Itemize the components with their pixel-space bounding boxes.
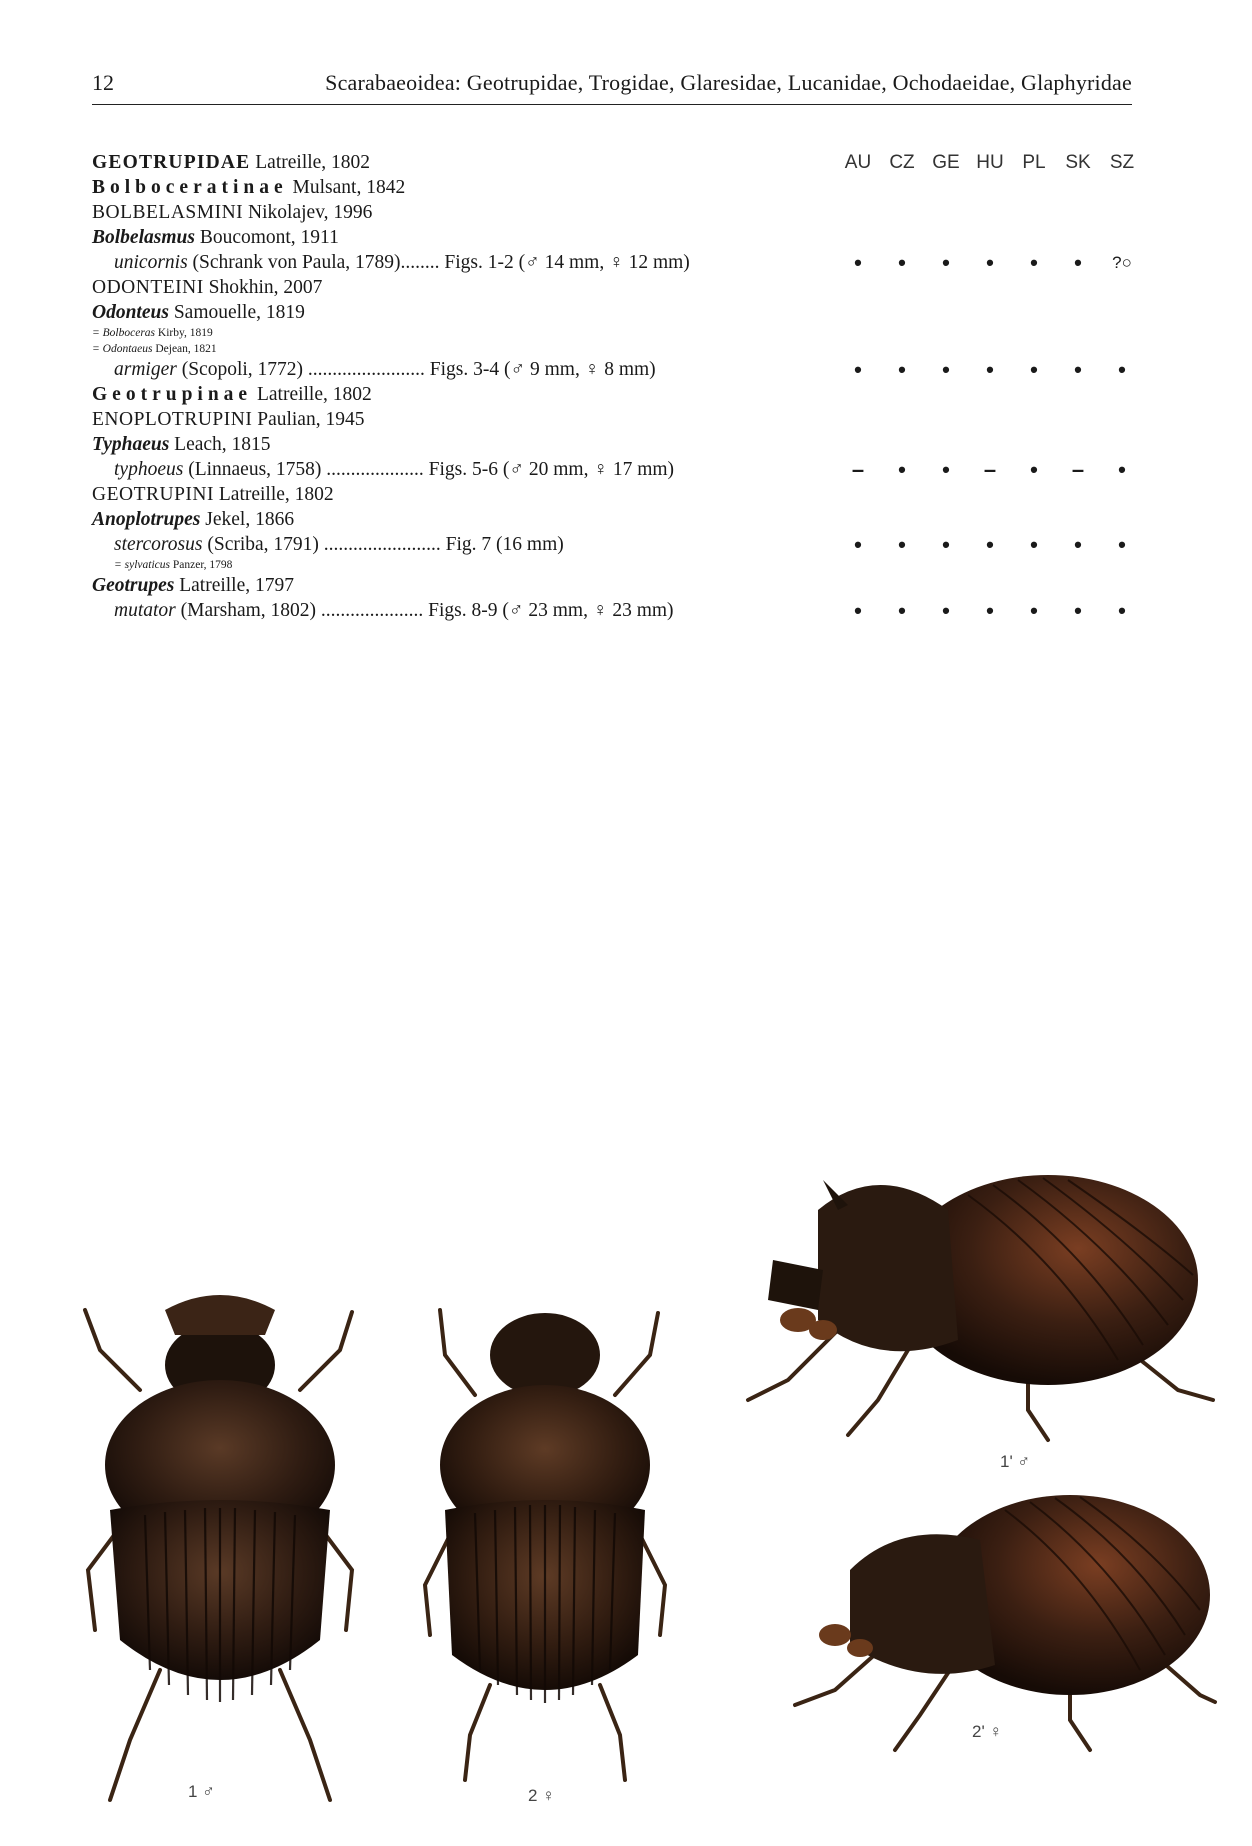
column-header: AU [844, 152, 872, 173]
genus-row [92, 225, 1137, 250]
distribution-mark: • [854, 532, 862, 557]
tribe-author: Latreille, 1802 [218, 484, 334, 505]
synonym-name: = Bolboceras [92, 327, 156, 339]
tribe-author: Nikolajev, 1996 [248, 202, 373, 223]
running-title: Scarabaeoidea: Geotrupidae, Trogidae, Glaresidae, Lucanidae, Ochodaeidae, Glaphyridae [325, 70, 1132, 95]
taxa-list [92, 150, 1137, 623]
tribe-row [92, 407, 1137, 432]
synonym-name: = Odontaeus [92, 343, 153, 355]
figure-label-1-prime: 1' ♂ [1000, 1452, 1031, 1471]
distribution-mark: • [854, 598, 862, 623]
distribution-cells [838, 457, 1138, 482]
distribution-mark: • [942, 532, 950, 557]
dot-leader: ..................... [320, 600, 424, 621]
genus-author: Leach, 1815 [174, 434, 271, 455]
distribution-mark: • [986, 532, 994, 557]
column-header: HU [976, 152, 1004, 173]
synonym-author: Dejean, 1821 [155, 343, 217, 355]
species-row [92, 598, 1137, 623]
genus-name: Anoplotrupes [92, 509, 201, 530]
genus-name: Bolbelasmus [92, 227, 195, 248]
distribution-mark: • [986, 598, 994, 623]
distribution-mark: • [898, 598, 906, 623]
species-author: (Marsham, 1802) [180, 600, 317, 621]
distribution-mark: ?○ [1112, 253, 1132, 272]
distribution-mark: • [898, 357, 906, 382]
subfamily-name: Bolboceratinae [92, 177, 288, 198]
dot-leader: ........................ [307, 359, 425, 380]
column-header: SK [1065, 152, 1091, 173]
species-name: typhoeus [114, 459, 184, 480]
genus-author: Samouelle, 1819 [173, 302, 305, 323]
species-name: mutator [114, 600, 176, 621]
genus-name: Typhaeus [92, 434, 170, 455]
distribution-mark: • [1030, 598, 1038, 623]
column-header: PL [1022, 152, 1046, 173]
species-author: (Schrank von Paula, 1789) [192, 252, 401, 273]
distribution-mark: • [898, 532, 906, 557]
distribution-mark: • [1074, 357, 1082, 382]
dot-leader: .................... [326, 459, 424, 480]
tribe-name: GEOTRUPINI [92, 484, 214, 505]
genus-author: Boucomont, 1911 [199, 227, 339, 248]
species-author: (Scriba, 1791) [207, 534, 319, 555]
subfamily-author: Mulsant, 1842 [292, 177, 406, 198]
figure-reference: Figs. 1-2 (♂ 14 mm, ♀ 12 mm) [444, 252, 690, 273]
genus-row [92, 573, 1137, 598]
tribe-name: ENOPLOTRUPINI [92, 409, 253, 430]
figure-reference: Figs. 3-4 (♂ 9 mm, ♀ 8 mm) [429, 359, 656, 380]
species-name: armiger [114, 359, 177, 380]
distribution-mark: • [1118, 598, 1126, 623]
genus-row [92, 300, 1137, 325]
genus-row [92, 507, 1137, 532]
distribution-mark: • [1030, 357, 1038, 382]
distribution-cells [838, 357, 1138, 382]
distribution-mark: • [942, 457, 950, 482]
tribe-author: Shokhin, 2007 [208, 277, 323, 298]
dot-leader: ........ [400, 252, 440, 273]
distribution-mark: – [983, 457, 997, 482]
figure-label-2-prime: 2' ♀ [972, 1722, 1003, 1741]
distribution-mark: • [1074, 532, 1082, 557]
distribution-mark: • [1030, 532, 1038, 557]
figure-reference: Figs. 8-9 (♂ 23 mm, ♀ 23 mm) [428, 600, 674, 621]
figure-label-1: 1 ♂ [188, 1782, 215, 1801]
distribution-mark: • [1118, 532, 1126, 557]
synonym-row [92, 341, 1137, 357]
tribe-name: BOLBELASMINI [92, 202, 244, 223]
tribe-author: Paulian, 1945 [257, 409, 365, 430]
male-dorsal-photo [70, 1240, 370, 1820]
family-author: Latreille, 1802 [255, 152, 371, 173]
female-lateral-photo [780, 1470, 1220, 1760]
distribution-mark: • [1118, 357, 1126, 382]
species-author: (Linnaeus, 1758) [188, 459, 322, 480]
subfamily-author: Latreille, 1802 [256, 384, 372, 405]
distribution-cells [838, 598, 1138, 623]
distribution-mark: • [1074, 250, 1082, 275]
figure-reference: Figs. 5-6 (♂ 20 mm, ♀ 17 mm) [428, 459, 675, 480]
synonym-row [92, 557, 1137, 573]
species-row [92, 250, 1137, 275]
dot-leader: ........................ [323, 534, 441, 555]
distribution-mark: • [898, 457, 906, 482]
running-header [92, 70, 1132, 105]
figure-label-2: 2 ♀ [528, 1786, 555, 1805]
subfamily-row [92, 382, 1137, 407]
genus-author: Latreille, 1797 [179, 575, 295, 596]
distribution-mark: • [1074, 598, 1082, 623]
distribution-cells [838, 532, 1138, 557]
family-row [92, 150, 1137, 175]
female-dorsal-photo [410, 1285, 680, 1795]
column-header: CZ [889, 152, 915, 173]
distribution-mark: • [986, 357, 994, 382]
distribution-mark: • [942, 357, 950, 382]
distribution-mark: – [851, 457, 865, 482]
distribution-mark: • [986, 250, 994, 275]
species-row [92, 357, 1137, 382]
column-header: SZ [1109, 152, 1135, 173]
distribution-mark: • [1030, 457, 1038, 482]
species-row [92, 457, 1137, 482]
synonym-name: = sylvaticus [114, 559, 170, 571]
distribution-mark: • [942, 250, 950, 275]
synonym-row [92, 325, 1137, 341]
species-row [92, 532, 1137, 557]
figure-reference: Fig. 7 (16 mm) [445, 534, 564, 555]
subfamily-row [92, 175, 1137, 200]
distribution-mark: • [898, 250, 906, 275]
male-lateral-photo [728, 1150, 1223, 1450]
genus-author: Jekel, 1866 [205, 509, 295, 530]
species-author: (Scopoli, 1772) [181, 359, 304, 380]
column-header: GE [932, 152, 960, 173]
species-name: unicornis [114, 252, 188, 273]
distribution-cells [838, 250, 1138, 275]
tribe-row [92, 275, 1137, 300]
distribution-mark: • [854, 357, 862, 382]
genus-name: Odonteus [92, 302, 169, 323]
genus-name: Geotrupes [92, 575, 175, 596]
country-column-headers [838, 150, 1138, 175]
tribe-row [92, 200, 1137, 225]
genus-row [92, 432, 1137, 457]
distribution-mark: • [1030, 250, 1038, 275]
synonym-author: Kirby, 1819 [157, 327, 213, 339]
species-name: stercorosus [114, 534, 203, 555]
distribution-mark: • [854, 250, 862, 275]
tribe-row [92, 482, 1137, 507]
distribution-mark: • [1118, 457, 1126, 482]
subfamily-name: Geotrupinae [92, 384, 253, 405]
synonym-author: Panzer, 1798 [172, 559, 233, 571]
page-number: 12 [92, 70, 114, 95]
tribe-name: ODONTEINI [92, 277, 204, 298]
distribution-mark: – [1071, 457, 1085, 482]
distribution-mark: • [942, 598, 950, 623]
family-name: GEOTRUPIDAE [92, 152, 251, 173]
